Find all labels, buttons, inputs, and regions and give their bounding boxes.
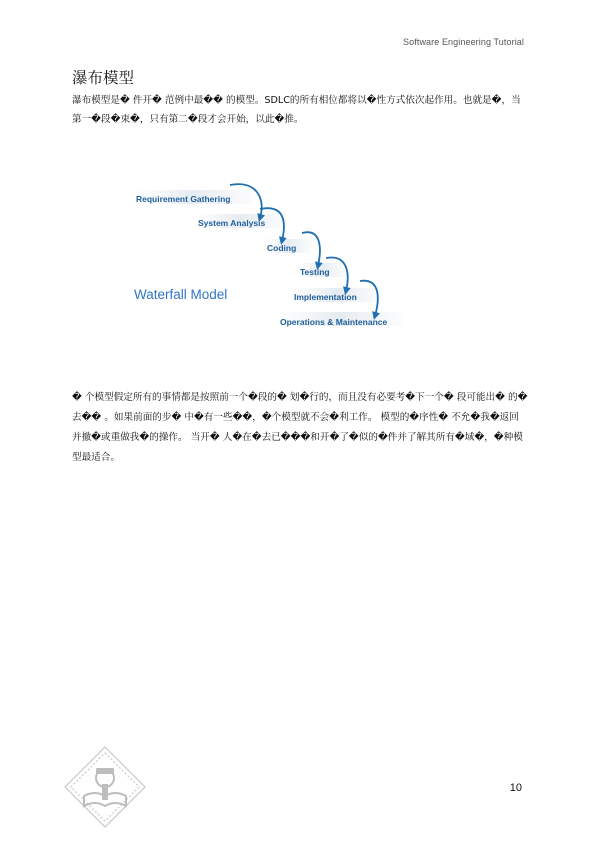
step-implementation: Implementation (294, 292, 357, 302)
tutorialspoint-watermark-logo (62, 744, 148, 830)
step-system-analysis: System Analysis (198, 218, 266, 228)
waterfall-model-diagram (126, 178, 406, 340)
step-coding: Coding (267, 243, 297, 253)
page-title: 瀑布模型 (72, 69, 135, 87)
step-testing: Testing (300, 267, 330, 277)
diagram-title: Waterfall Model (134, 287, 228, 302)
intro-paragraph: 瀑布模型是� 件开� 范例中最�� 的模型。SDLC的所有相位都将以�性方式依次起作用。也就是�，当第一�段�束�，只有第二�段才会开始，以此�推。 (72, 95, 521, 125)
step-shading (134, 190, 402, 326)
step-operations-maintenance: Operations & Maintenance (280, 317, 388, 327)
running-header: Software Engineering Tutorial (403, 37, 524, 47)
page-number: 10 (509, 782, 522, 794)
assumption-paragraph: � 个模型假定所有的事情都是按照前一个�段的� 划�行的，而且没有必要考�下一个� 段可能出� 的�去�� 。如果前面的步� 中�有一些��，�个模型就不会�利工作。 模型的�序性� 不允�我�返回并撤�或重做我�的操作。 当开� 人�在�去已���和开�了�似的�件并了解其所有�域�，�种模型最适合。 (72, 392, 528, 463)
step-requirement-gathering: Requirement Gathering (136, 194, 231, 204)
